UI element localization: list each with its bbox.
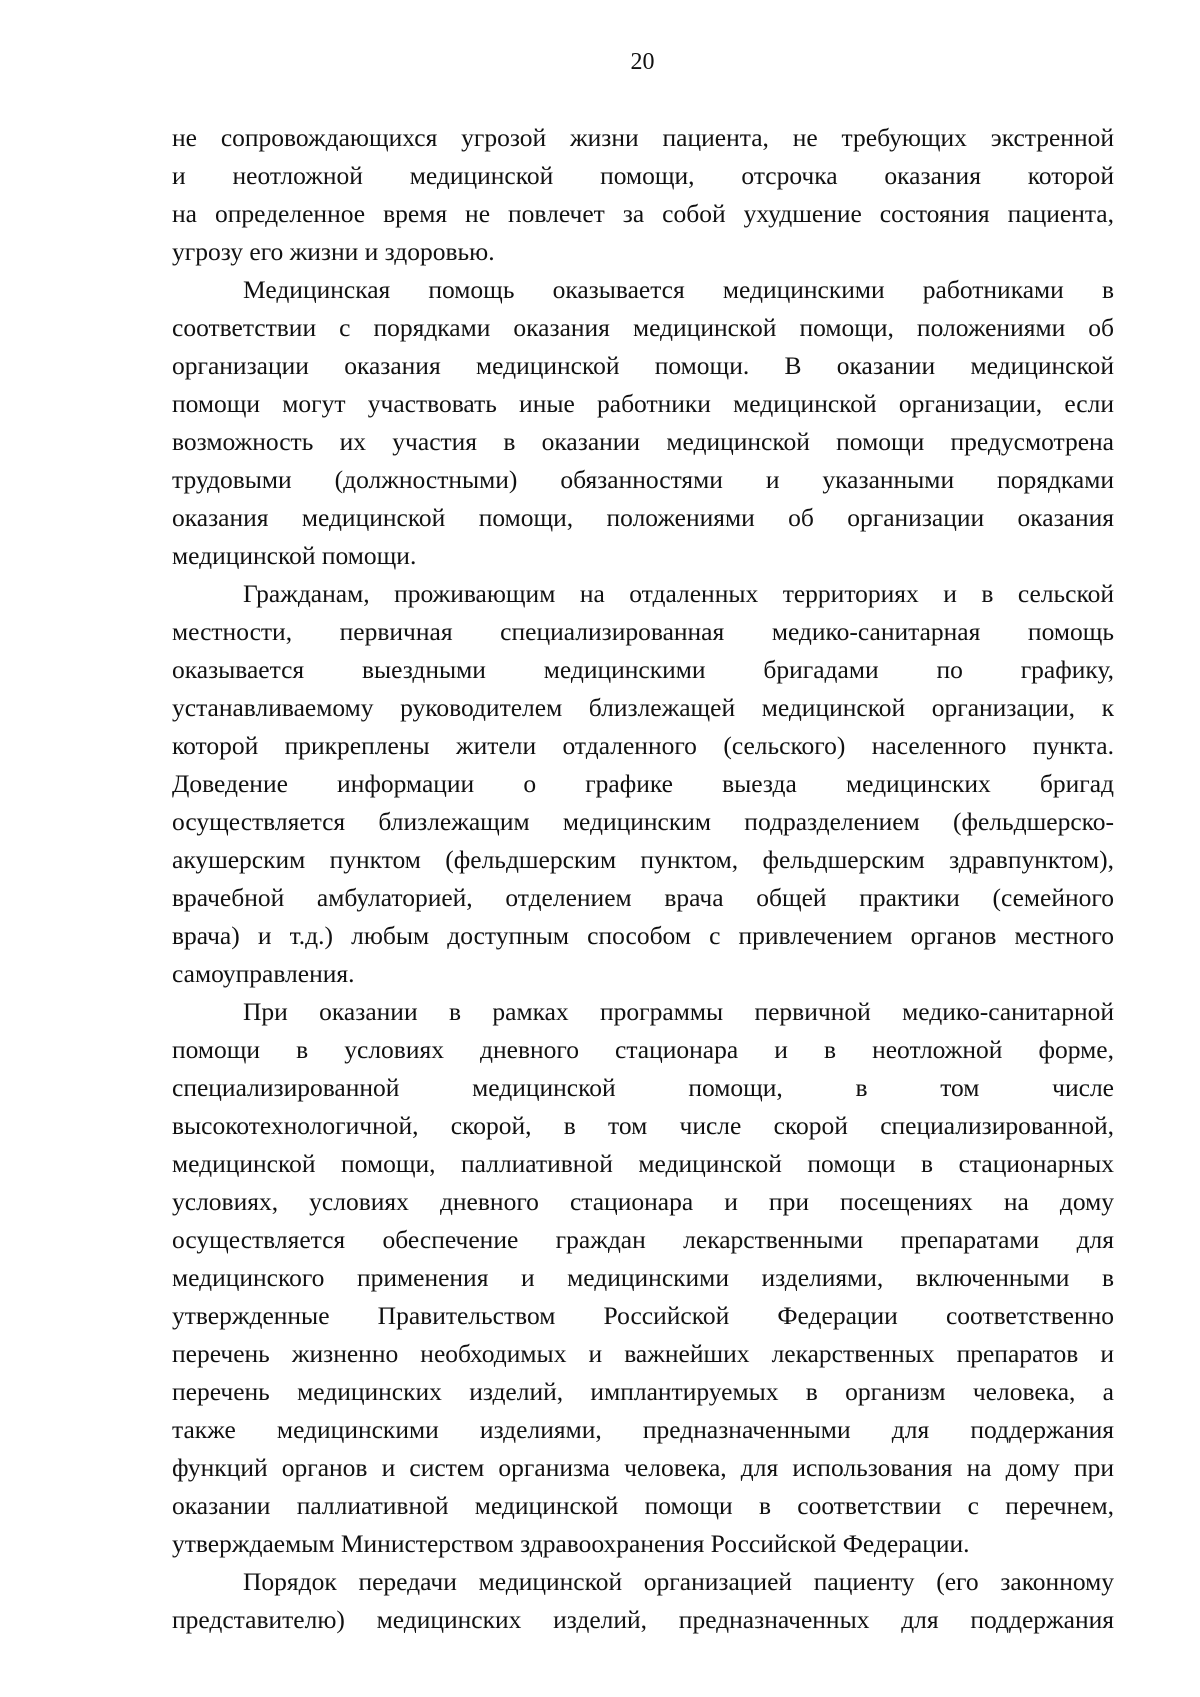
text-line: медицинской помощи, паллиативной медицинской помощи в стационарных [172,1149,1114,1178]
text-line: врачебной амбулаторией, отделением врача общей практики (семейного [172,883,1114,912]
text-line: Медицинская помощь оказывается медицинскими работниками в [243,275,1114,304]
text-line: которой прикреплены жители отдаленного (сельского) населенного пункта. [172,731,1114,760]
text-line: осуществляется обеспечение граждан лекарственными препаратами для [172,1225,1114,1254]
text-line: Доведение информации о графике выезда медицинских бригад [172,769,1114,798]
document-body [172,119,1114,1639]
text-line: При оказании в рамках программы первичной медико-санитарной [243,997,1114,1026]
text-line: Гражданам, проживающим на отдаленных территориях и в сельской [243,579,1114,608]
text-line: утверждаемым Министерством здравоохранения Российской Федерации. [172,1529,970,1558]
text-line: местности, первичная специализированная медико-санитарная помощь [172,617,1114,646]
text-line: медицинского применения и медицинскими изделиями, включенными в [172,1263,1114,1292]
paragraph [172,575,1114,993]
text-line: организации оказания медицинской помощи. В оказании медицинской [172,351,1114,380]
paragraph [172,993,1114,1563]
text-line: условиях, условиях дневного стационара и при посещениях на дому [172,1187,1114,1216]
text-line: не сопровождающихся угрозой жизни пациента, не требующих экстренной [172,123,1114,152]
text-line: утвержденные Правительством Российской Федерации соответственно [172,1301,1114,1330]
text-line: оказания медицинской помощи, положениями об организации оказания [172,503,1114,532]
text-line: представителю) медицинских изделий, предназначенных для поддержания [172,1605,1114,1634]
text-line: медицинской помощи. [172,541,417,570]
text-line: помощи могут участвовать иные работники медицинской организации, если [172,389,1114,418]
text-line: высокотехнологичной, скорой, в том числе скорой специализированной, [172,1111,1114,1140]
text-line: помощи в условиях дневного стационара и в неотложной форме, [172,1035,1114,1064]
text-line: и неотложной медицинской помощи, отсрочка оказания которой [172,161,1114,190]
text-line: специализированной медицинской помощи, в том числе [172,1073,1114,1102]
text-line: Порядок передачи медицинской организацией пациенту (его законному [243,1567,1114,1596]
text-line: перечень медицинских изделий, имплантируемых в организм человека, а [172,1377,1114,1406]
text-line: устанавливаемому руководителем близлежащей медицинской организации, к [172,693,1114,722]
text-line: врача) и т.д.) любым доступным способом с привлечением органов местного [172,921,1114,950]
text-line: на определенное время не повлечет за собой ухудшение состояния пациента, [172,199,1114,228]
text-line: возможность их участия в оказании медицинской помощи предусмотрена [172,427,1114,456]
text-line: функций органов и систем организма человека, для использования на дому при [172,1453,1114,1482]
paragraph [172,271,1114,575]
text-line: перечень жизненно необходимых и важнейших лекарственных препаратов и [172,1339,1114,1368]
text-line: оказывается выездными медицинскими бригадами по графику, [172,655,1114,684]
paragraph [172,1563,1114,1639]
text-line: соответствии с порядками оказания медицинской помощи, положениями об [172,313,1114,342]
text-line: угрозу его жизни и здоровью. [172,237,495,266]
text-line: также медицинскими изделиями, предназначенными для поддержания [172,1415,1114,1444]
text-line: самоуправления. [172,959,355,988]
text-line: осуществляется близлежащим медицинским подразделением (фельдшерско- [172,807,1114,836]
text-line: акушерским пунктом (фельдшерским пунктом, фельдшерским здравпунктом), [172,845,1114,874]
text-line: трудовыми (должностными) обязанностями и указанными порядками [172,465,1114,494]
paragraph [172,119,1114,271]
text-line: оказании паллиативной медицинской помощи в соответствии с перечнем, [172,1491,1114,1520]
page-number: 20 [630,49,655,75]
